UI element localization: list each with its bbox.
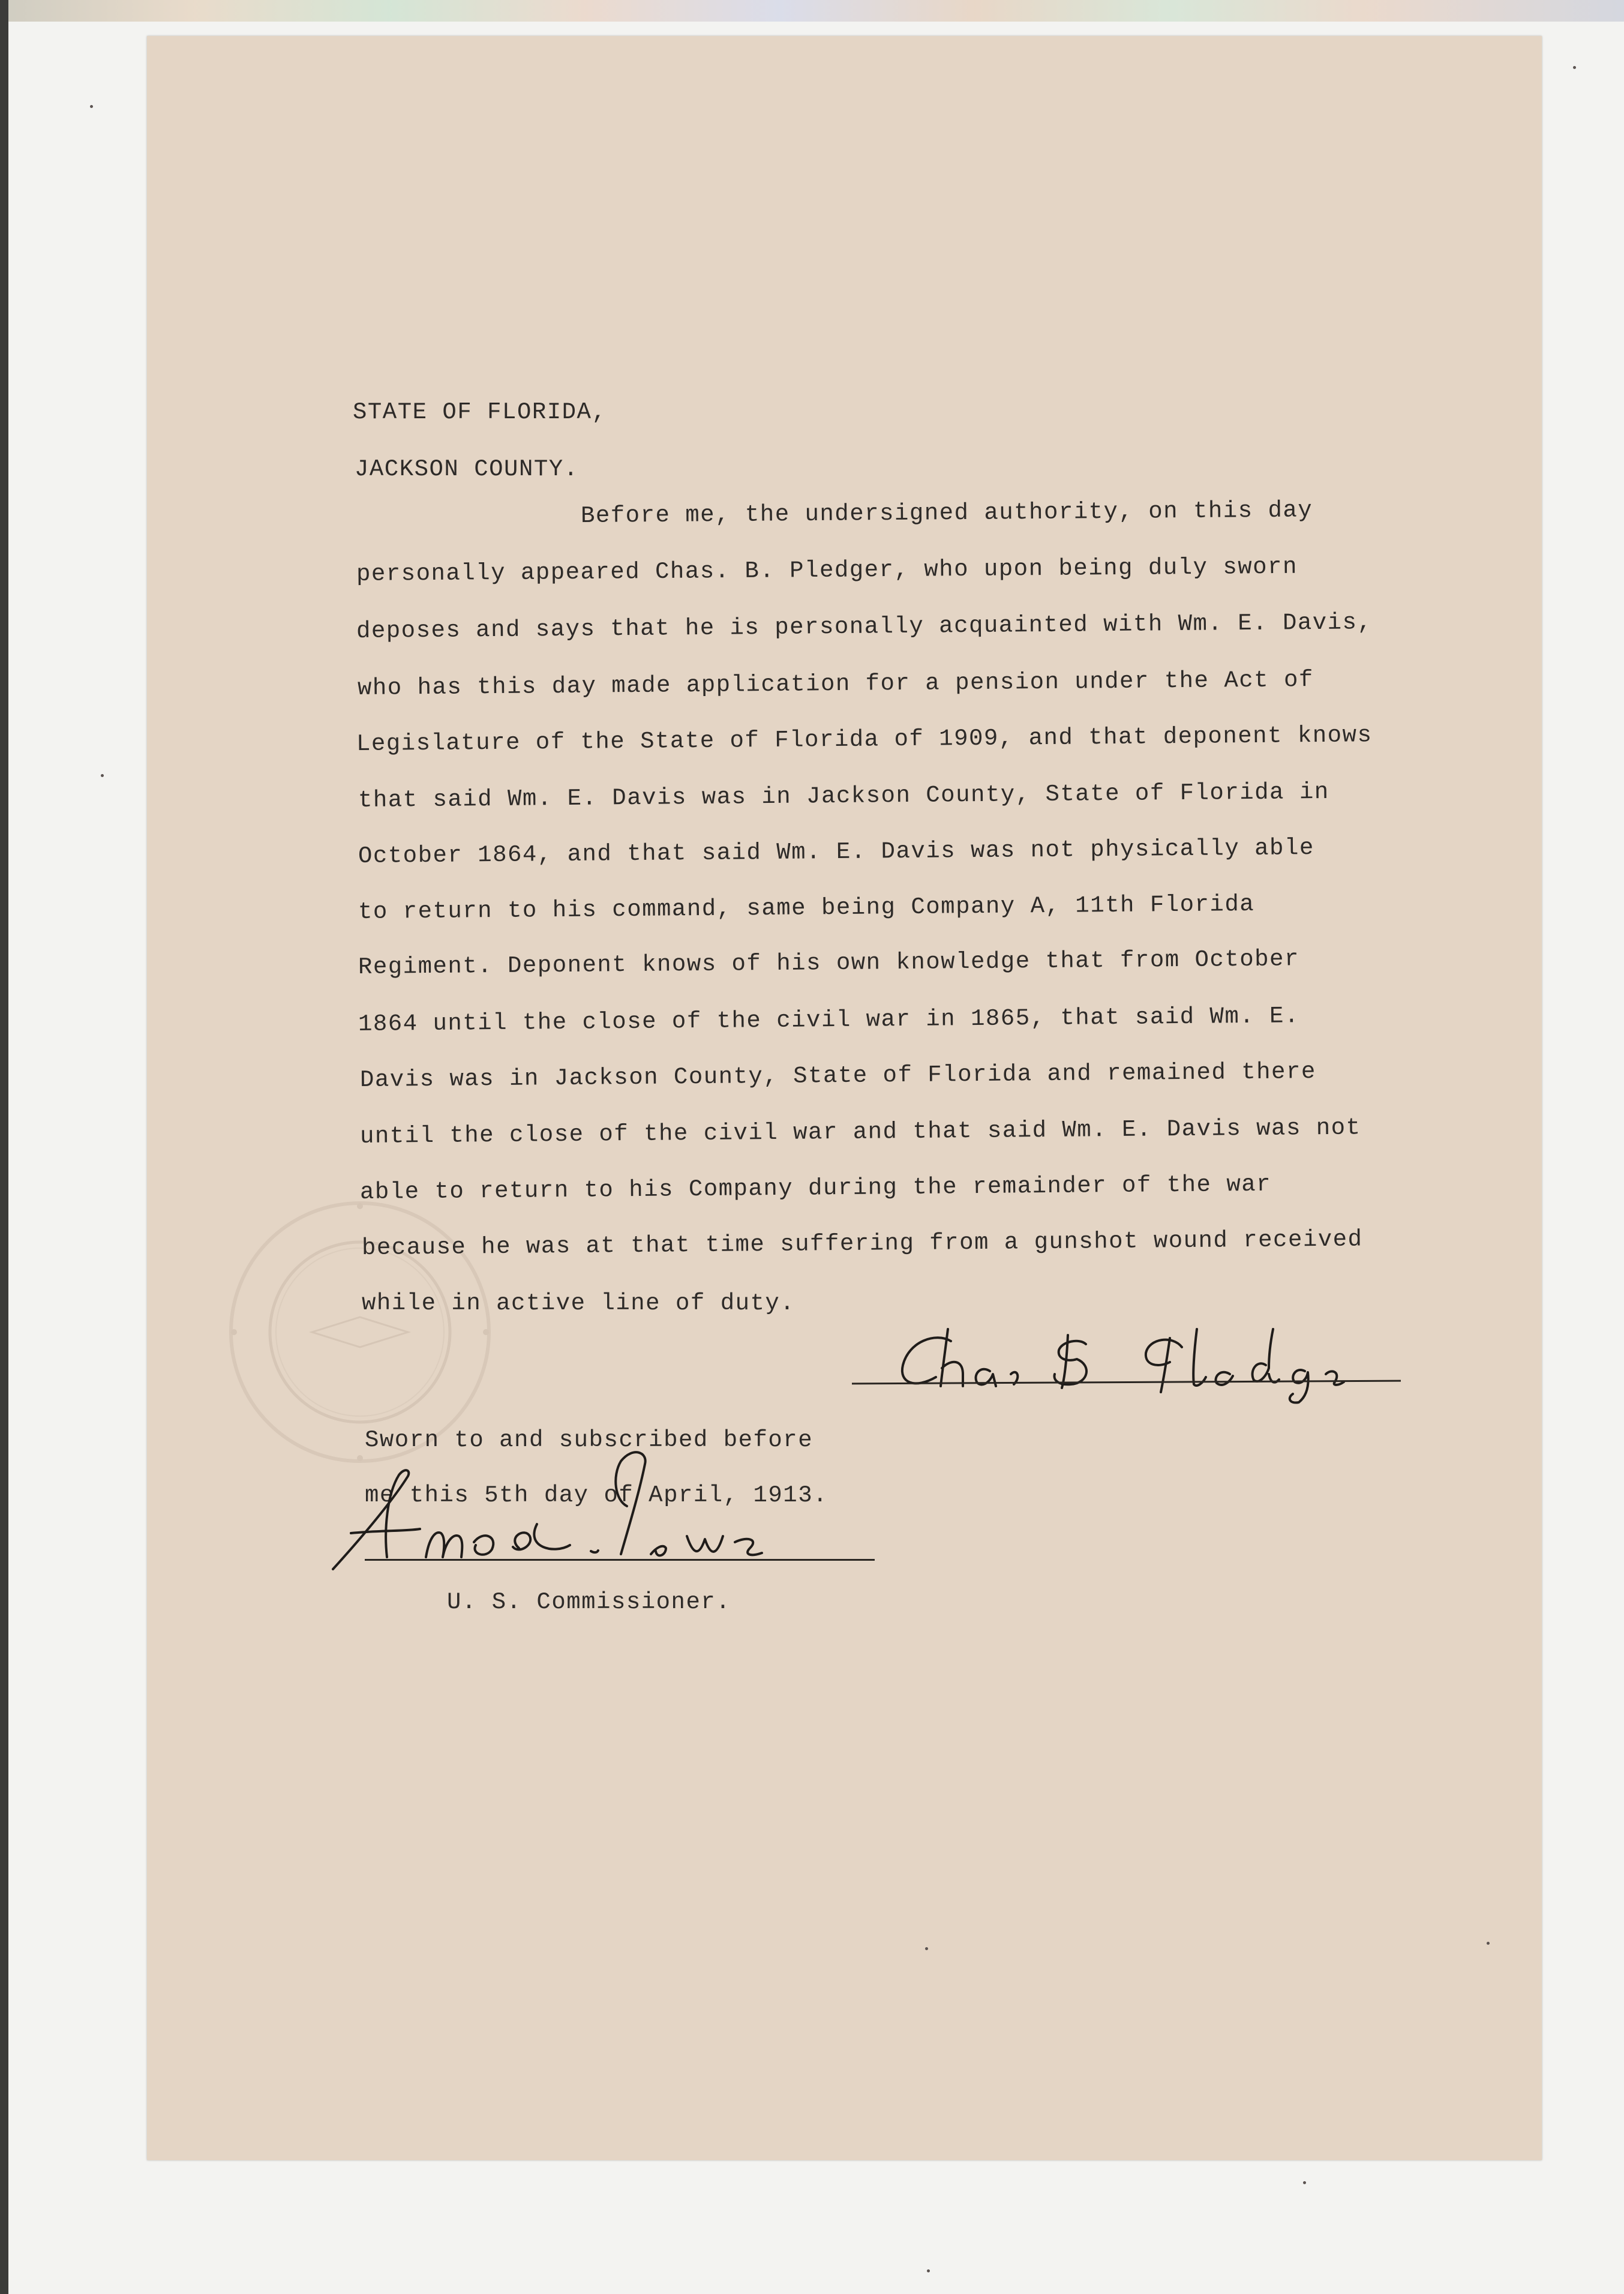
commissioner-signature-line xyxy=(365,1559,875,1561)
body-line: Regiment. Deponent knows of his own knowledge that from October xyxy=(358,946,1300,980)
scan-edge-top xyxy=(0,0,1624,22)
header-state: STATE OF FLORIDA, xyxy=(353,399,607,425)
body-line: able to return to his Company during the remainder of the war xyxy=(359,1171,1272,1206)
body-line: who has this day made application for a pension under the Act of xyxy=(357,667,1314,701)
body-line: that said Wm. E. Davis was in Jackson County, State of Florida in xyxy=(358,778,1329,814)
body-line: to return to his command, same being Company A, 11th Florida xyxy=(358,890,1255,925)
body-line: while in active line of duty. xyxy=(362,1290,796,1317)
scan-speck xyxy=(90,105,93,108)
body-line: 1864 until the close of the civil war in 1865, that said Wm. E. xyxy=(358,1003,1300,1037)
scan-speck xyxy=(1303,2181,1306,2184)
body-line: Legislature of the State of Florida of 1909, and that deponent knows xyxy=(356,722,1373,757)
sworn-line: me this 5th day of April, 1913. xyxy=(365,1482,828,1509)
sworn-line: Sworn to and subscribed before xyxy=(365,1427,813,1453)
scan-speck xyxy=(927,2269,930,2272)
scan-speck xyxy=(1487,1942,1490,1945)
body-line: October 1864, and that said Wm. E. Davis was not physically able xyxy=(358,835,1314,869)
commissioner-title: U. S. Commissioner. xyxy=(447,1589,731,1615)
commissioner-signature-icon xyxy=(327,1428,885,1578)
scan-speck xyxy=(1573,66,1576,69)
body-line: Before me, the undersigned authority, on this day xyxy=(580,497,1313,529)
deponent-signature-icon xyxy=(846,1317,1404,1407)
body-line: Davis was in Jackson County, State of Florida and remained there xyxy=(359,1058,1316,1093)
header-county: JACKSON COUNTY. xyxy=(355,456,579,482)
body-line: deposes and says that he is personally acquainted with Wm. E. Davis, xyxy=(356,609,1373,644)
body-line: personally appeared Chas. B. Pledger, who upon being duly sworn xyxy=(356,553,1298,587)
paper-sheet xyxy=(147,36,1542,2160)
body-line: because he was at that time suffering from a gunshot wound received xyxy=(361,1226,1363,1261)
scan-speck xyxy=(101,774,104,777)
body-line: until the close of the civil war and that said Wm. E. Davis was not xyxy=(359,1114,1361,1150)
scan-edge-left xyxy=(0,0,8,2294)
scan-speck xyxy=(925,1947,928,1950)
